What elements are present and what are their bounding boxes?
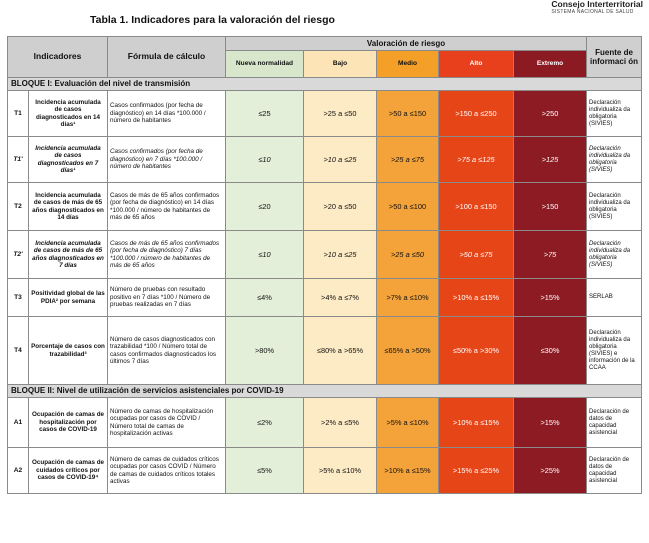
level-alto: Alto	[439, 51, 514, 78]
block-title: BLOQUE II: Nivel de utilización de servicios asistenciales por COVID-19	[8, 385, 642, 398]
value-medio: ≤65% a >50%	[377, 317, 439, 385]
table-row	[8, 317, 642, 385]
row-formula: Casos de más de 65 años confirmados (por fecha de diagnóstico) 7 días *100.000 / número de habitantes de más de 65 años	[108, 231, 226, 279]
block-header	[8, 385, 642, 398]
table-row	[8, 279, 642, 317]
value-bajo: >25 a ≤50	[304, 91, 377, 137]
value-alto: >50 a ≤75	[439, 231, 514, 279]
value-nueva: ≤10	[226, 231, 304, 279]
row-formula: Número de camas de cuidados críticos ocupadas por casos COVID / Número de camas de cuidados críticos totales activas	[108, 448, 226, 494]
value-alto: >15% a ≤25%	[439, 448, 514, 494]
value-extremo: >25%	[514, 448, 587, 494]
row-source: SERLAB	[587, 279, 642, 317]
row-source: Declaración individualiza da obligatoria (SIVIES)	[587, 137, 642, 183]
table-row	[8, 91, 642, 137]
row-code: T2'	[8, 231, 29, 279]
row-code: T4	[8, 317, 29, 385]
row-source: Declaración individualiza da obligatoria (SIVIES)	[587, 231, 642, 279]
row-indicator: Incidencia acumulada de casos de más de 65 años diagnosticados en 14 días	[29, 183, 108, 231]
value-extremo: >125	[514, 137, 587, 183]
value-extremo: >250	[514, 91, 587, 137]
value-nueva: ≤10	[226, 137, 304, 183]
row-indicator: Ocupación de camas de cuidados críticos por casos de COVID-19⁴	[29, 448, 108, 494]
row-formula: Número de pruebas con resultado positivo en 7 días *100 / Número de pruebas realizadas en 7 días	[108, 279, 226, 317]
row-indicator: Porcentaje de casos con trazabilidad³	[29, 317, 108, 385]
value-bajo: >4% a ≤7%	[304, 279, 377, 317]
value-alto: >10% a ≤15%	[439, 279, 514, 317]
row-formula: Número de casos diagnosticados con trazabilidad *100 / Número total de casos confirmados diagnosticados los últimos 7 días	[108, 317, 226, 385]
org-subtitle: SISTEMA NACIONAL DE SALUD	[551, 9, 634, 15]
value-nueva: ≤5%	[226, 448, 304, 494]
table-row	[8, 448, 642, 494]
value-bajo: >20 a ≤50	[304, 183, 377, 231]
row-indicator: Incidencia acumulada de casos diagnosticados en 7 días¹	[29, 137, 108, 183]
row-formula: Casos confirmados (por fecha de diagnóstico) en 7 días *100.000 / número de habitantes	[108, 137, 226, 183]
value-nueva: >80%	[226, 317, 304, 385]
row-source: Declaración de datos de capacidad asistencial	[587, 398, 642, 448]
row-code: A1	[8, 398, 29, 448]
row-indicator: Ocupación de camas de hospitalización por casos de COVID-19	[29, 398, 108, 448]
row-indicator: Positividad global de las PDIA² por semana	[29, 279, 108, 317]
value-medio: >5% a ≤10%	[377, 398, 439, 448]
table-row	[8, 231, 642, 279]
value-medio: >50 a ≤150	[377, 91, 439, 137]
row-formula: Casos de más de 65 años confirmados (por fecha de diagnóstico) en 14 días *100.000 / número de habitantes de más de 65 años	[108, 183, 226, 231]
value-bajo: >2% a ≤5%	[304, 398, 377, 448]
row-source: Declaración individualiza da obligatoria (SIVIES)	[587, 183, 642, 231]
value-bajo: >10 a ≤25	[304, 231, 377, 279]
value-nueva: ≤20	[226, 183, 304, 231]
row-indicator: Incidencia acumulada de casos de más de 65 años diagnosticados en 7 días	[29, 231, 108, 279]
level-extremo: Extremo	[514, 51, 587, 78]
table-row	[8, 183, 642, 231]
value-extremo: >150	[514, 183, 587, 231]
value-medio: >50 a ≤100	[377, 183, 439, 231]
row-code: A2	[8, 448, 29, 494]
col-header-indicadores: Indicadores	[8, 37, 108, 78]
value-bajo: >10 a ≤25	[304, 137, 377, 183]
value-nueva: ≤25	[226, 91, 304, 137]
value-medio: >25 a ≤75	[377, 137, 439, 183]
value-medio: >10% a ≤15%	[377, 448, 439, 494]
table-row	[8, 137, 642, 183]
row-code: T1'	[8, 137, 29, 183]
value-bajo: ≤80% a >65%	[304, 317, 377, 385]
table-row	[8, 398, 642, 448]
value-alto: >10% a ≤15%	[439, 398, 514, 448]
row-source: Declaración de datos de capacidad asistencial	[587, 448, 642, 494]
block-header	[8, 78, 642, 91]
value-extremo: >15%	[514, 398, 587, 448]
col-header-valoracion: Valoración de riesgo	[226, 37, 587, 51]
level-bajo: Bajo	[304, 51, 377, 78]
value-extremo: ≤30%	[514, 317, 587, 385]
value-nueva: ≤4%	[226, 279, 304, 317]
row-code: T2	[8, 183, 29, 231]
row-source: Declaración individualiza da obligatoria (SIVIES)	[587, 91, 642, 137]
col-header-fuente: Fuente de informaci ón	[587, 37, 642, 78]
value-extremo: >15%	[514, 279, 587, 317]
col-header-formula: Fórmula de cálculo	[108, 37, 226, 78]
value-alto: >100 a ≤150	[439, 183, 514, 231]
row-code: T3	[8, 279, 29, 317]
row-formula: Casos confirmados (por fecha de diagnóstico) en 14 días *100.000 / número de habitantes	[108, 91, 226, 137]
block-title: BLOQUE I: Evaluación del nivel de transmisión	[8, 78, 642, 91]
value-extremo: >75	[514, 231, 587, 279]
org-name: Consejo Interterritorial	[551, 0, 643, 9]
value-medio: >25 a ≤50	[377, 231, 439, 279]
value-nueva: ≤2%	[226, 398, 304, 448]
value-alto: >150 a ≤250	[439, 91, 514, 137]
value-alto: ≤50% a >30%	[439, 317, 514, 385]
org-logo	[551, 0, 643, 16]
level-medio: Medio	[377, 51, 439, 78]
value-medio: >7% a ≤10%	[377, 279, 439, 317]
row-indicator: Incidencia acumulada de casos diagnosticados en 14 días¹	[29, 91, 108, 137]
risk-indicators-table	[7, 36, 642, 494]
row-code: T1	[8, 91, 29, 137]
row-formula: Número de camas de hospitalización ocupadas por casos de COVID / Número total de camas de hospitalización activas	[108, 398, 226, 448]
level-nueva-normalidad: Nueva normalidad	[226, 51, 304, 78]
value-alto: >75 a ≤125	[439, 137, 514, 183]
value-bajo: >5% a ≤10%	[304, 448, 377, 494]
table-title: Tabla 1. Indicadores para la valoración del riesgo	[90, 14, 335, 26]
row-source: Declaración individualiza da obligatoria (SIVIES) e información de la CCAA	[587, 317, 642, 385]
